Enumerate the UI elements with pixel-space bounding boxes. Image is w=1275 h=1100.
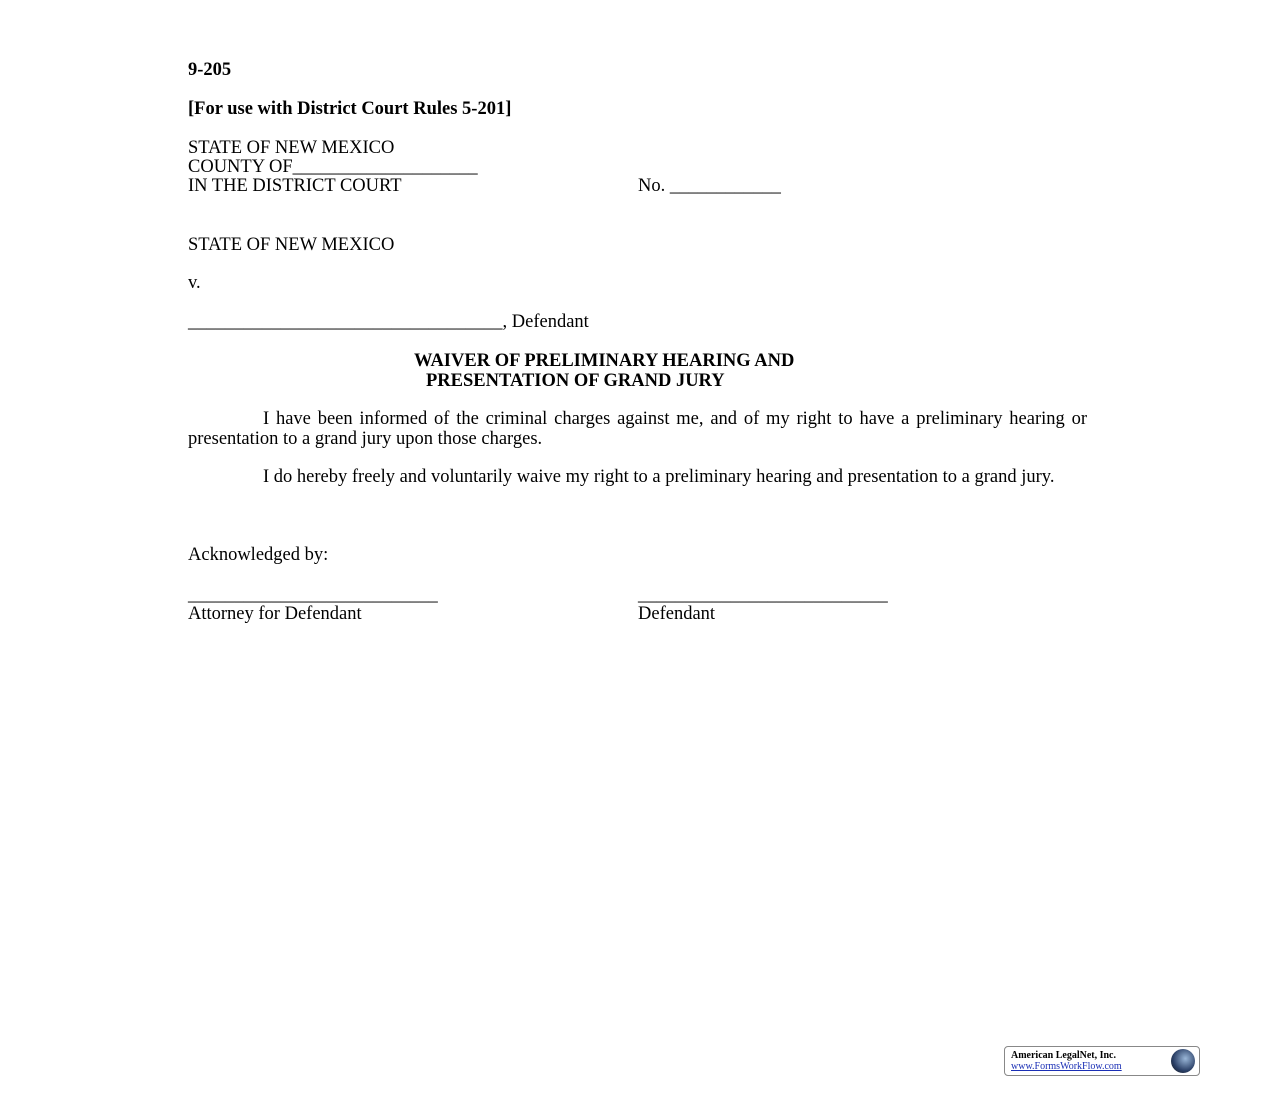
plaintiff: STATE OF NEW MEXICO [188, 235, 395, 255]
caption-court: IN THE DISTRICT COURT [188, 176, 402, 196]
rule-reference: [For use with District Court Rules 5-201] [188, 99, 512, 119]
title-line-2: PRESENTATION OF GRAND JURY [426, 371, 725, 391]
attorney-signature-line: ___________________________ [188, 585, 438, 605]
title-line-1: WAIVER OF PRELIMINARY HEARING AND [414, 351, 795, 371]
versus: v. [188, 273, 201, 293]
footer-logo [1004, 1046, 1200, 1076]
logo-url-link[interactable]: www.FormsWorkFlow.com [1011, 1061, 1122, 1072]
attorney-label: Attorney for Defendant [188, 604, 362, 624]
globe-icon [1171, 1049, 1195, 1073]
logo-company: American LegalNet, Inc. [1011, 1050, 1116, 1061]
case-number: No. ____________ [638, 176, 781, 196]
paragraph-1: I have been informed of the criminal charges against me, and of my right to have a preliminary hearing or presentation to a grand jury upon those charges. [188, 409, 1087, 449]
paragraph-2: I do hereby freely and voluntarily waive my right to a preliminary hearing and presentation to a grand jury. [263, 467, 1055, 487]
defendant-line: __________________________________, Defendant [188, 312, 589, 332]
form-number: 9-205 [188, 60, 232, 80]
acknowledged-label: Acknowledged by: [188, 545, 329, 565]
defendant-signature-line: ___________________________ [638, 585, 888, 605]
caption-state: STATE OF NEW MEXICO [188, 138, 395, 158]
defendant-label: Defendant [638, 604, 716, 624]
caption-county: COUNTY OF____________________ [188, 157, 478, 177]
